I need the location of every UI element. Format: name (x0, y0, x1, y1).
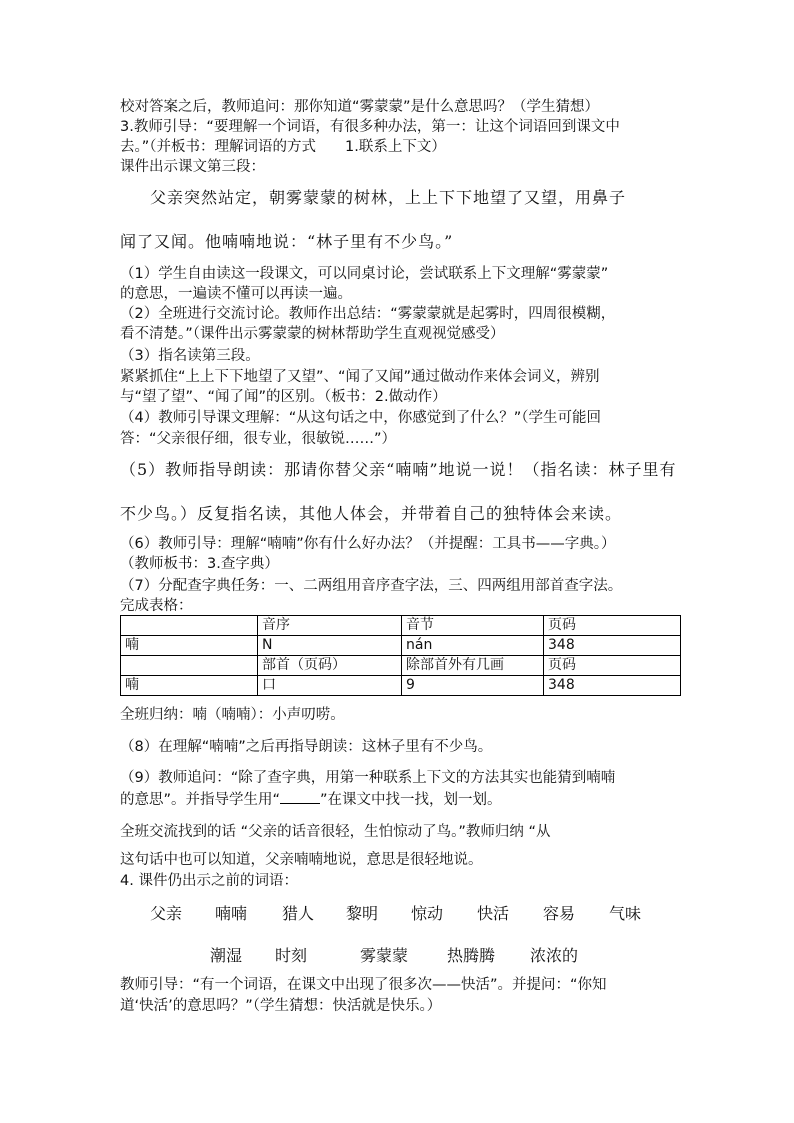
table-cell (121, 616, 258, 636)
text-line: （7）分配查字典任务：一、二两组用音序查字法，三、四两组用部首查字法。 (120, 578, 623, 594)
table-cell: 部首（页码） (258, 656, 402, 676)
passage-line: 父亲突然站定，朝雾蒙蒙的树林，上上下下地望了又望，用鼻子 (150, 188, 627, 207)
table-cell: 口 (258, 676, 402, 696)
text-line: （5）教师指导朗读：那请你替父亲“喃喃”地说一说！（指名读：林子里有 (120, 460, 677, 479)
table-cell: 喃 (121, 676, 258, 696)
table-cell: 音序 (258, 616, 402, 636)
table-row (121, 616, 681, 636)
text-line: 全班归纳：喃（喃喃）：小声叨唠。 (120, 707, 345, 723)
text-line: （6）教师引导：理解“喃喃”你有什么好办法？（并提醒：工具书——字典。） (120, 536, 616, 552)
text-line: （8）在理解“喃喃”之后再指导朗读：这林子里有不少鸟。 (120, 739, 493, 755)
text-line: 3.教师引导：“要理解一个词语，有很多种办法，第一：让这个词语回到课文中 (120, 119, 620, 135)
table-cell: 页码 (544, 616, 681, 636)
text-line: （4）教师引导课文理解：“从这句话之中，你感觉到了什么？”（学生可能回 (120, 410, 601, 426)
text-line: 不少鸟。）反复指名读，其他人体会，并带着自己的独特体会来读。 (120, 504, 623, 523)
table-cell: 页码 (544, 656, 681, 676)
vocab-word: 容易 (543, 904, 576, 923)
text-line: （教师板书：3.查字典） (120, 556, 279, 572)
text-line: （3）指名读第三段。 (120, 348, 260, 364)
vocab-word: 惊动 (411, 904, 444, 923)
vocab-word: 时刻 (275, 946, 308, 965)
table-row (121, 676, 681, 696)
vocab-word: 喃喃 (215, 904, 248, 923)
table-cell (121, 656, 258, 676)
table-cell: N (258, 636, 402, 656)
text-line: 这句话中也可以知道，父亲喃喃地说，意思是很轻地说。 (120, 852, 483, 868)
dictionary-table (120, 615, 681, 696)
text-line: 4. 课件仍出示之前的词语： (120, 873, 298, 889)
text-line: 完成表格： (120, 598, 193, 614)
vocab-word: 父亲 (150, 904, 183, 923)
table-row (121, 656, 681, 676)
text-line: 道‘快活’的意思吗？”（学生猜想：快活就是快乐。） (120, 998, 442, 1014)
text-line: 答：“父亲很仔细，很专业，很敏锐……”） (120, 431, 397, 447)
text-line: 课件出示课文第三段： (120, 159, 265, 175)
table-cell: 9 (402, 676, 544, 696)
passage-line: 闻了又闻。他喃喃地说：“林子里有不少鸟。” (120, 232, 454, 251)
text-line: 与“望了望”、“闻了闻”的区别。（板书：2.做动作） (120, 389, 447, 405)
vocab-word: 潮湿 (210, 946, 243, 965)
text-line (120, 789, 502, 810)
text-line: 全班交流找到的话 “父亲的话音很轻，生怕惊动了鸟。”教师归纳 “从 (120, 824, 551, 840)
table-row (121, 636, 681, 656)
text-line: （2）全班进行交流讨论。教师作出总结：“雾蒙蒙就是起雾时，四周很模糊， (120, 306, 616, 322)
text-line: （1）学生自由读这一段课文，可以同桌讨论，尝试联系上下文理解“雾蒙蒙” (120, 266, 609, 282)
text-fragment: ”在课文中找一找，划一划。 (320, 792, 502, 808)
table-cell: 喃 (121, 636, 258, 656)
vocab-word: 黎明 (346, 904, 379, 923)
vocab-word: 快活 (477, 904, 510, 923)
table-cell: 348 (544, 676, 681, 696)
blank-underline (280, 789, 320, 804)
table-cell: 音节 (402, 616, 544, 636)
text-line: 校对答案之后，教师追问：那你知道“雾蒙蒙”是什么意思吗？（学生猜想） (120, 99, 600, 115)
vocab-word: 热腾腾 (447, 946, 496, 965)
text-line: （9）教师追问：“除了查字典，用第一种联系上下文的方法其实也能猜到喃喃 (120, 770, 616, 786)
table-cell: 除部首外有几画 (402, 656, 544, 676)
text-line: 看不清楚。”（课件出示雾蒙蒙的树林帮助学生直观视觉感受） (120, 326, 505, 342)
vocab-word: 气味 (609, 904, 642, 923)
text-line: 教师引导：“有一个词语，在课文中出现了很多次——快活”。并提问：“你知 (120, 977, 607, 993)
text-line: 去。”（并板书：理解词语的方式 1.联系上下文） (120, 139, 446, 155)
vocab-word: 猎人 (282, 904, 315, 923)
vocab-word: 浓浓的 (530, 946, 579, 965)
text-fragment: 的意思”。并指导学生用“ (120, 792, 281, 808)
text-line: 的意思，一遍读不懂可以再读一遍。 (120, 286, 352, 302)
table-cell: 348 (544, 636, 681, 656)
vocab-word: 雾蒙蒙 (360, 946, 409, 965)
table-cell: nán (402, 636, 544, 656)
text-line: 紧紧抓住“上上下下地望了又望”、“闻了又闻”通过做动作来体会词义，辨别 (120, 369, 600, 385)
